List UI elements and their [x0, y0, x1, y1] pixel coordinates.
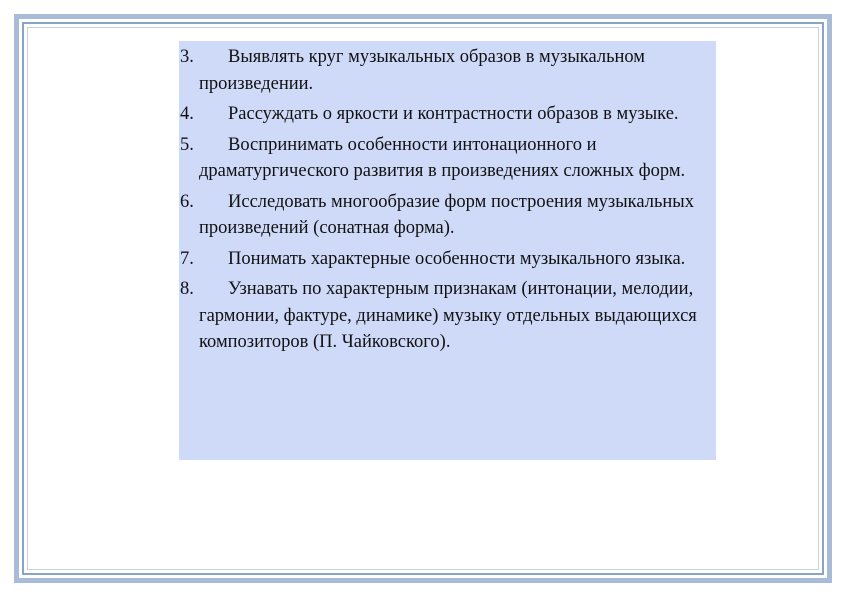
- list-item-text: Рассуждать о яркости и контрастности образов в музыке.: [228, 104, 679, 124]
- list-item-number: 7.: [180, 248, 194, 269]
- list-item-number: 8.: [180, 279, 194, 299]
- list-item: [179, 44, 716, 97]
- list-item-text: Понимать характерные особенности музыкального языка.: [228, 248, 686, 269]
- list-item-text: Исследовать многообразие форм построения музыкальных произведений (сонатная форма).: [199, 191, 694, 238]
- list-item-text: Выявлять круг музыкальных образов в музыкальном произведении.: [199, 47, 646, 94]
- list-item-number: 3.: [180, 47, 194, 67]
- list-item: [179, 246, 716, 273]
- list-item: [179, 276, 716, 356]
- list-item: [179, 132, 716, 185]
- list-item: [179, 189, 716, 242]
- objectives-list: [179, 41, 716, 460]
- list-item-text: Узнавать по характерным признакам (интонации, мелодии, гармонии, фактуре, динамике) музыку отдельных выдающихся композиторов (П. Чайковского).: [199, 279, 697, 352]
- list-item-number: 5.: [180, 134, 194, 155]
- list-item-number: 6.: [180, 191, 194, 212]
- list-item-text: Воспринимать особенности интонационного и драматургического развития в произведениях сложных форм.: [199, 134, 686, 181]
- list-item-number: 4.: [180, 104, 194, 124]
- list-item: [179, 101, 716, 128]
